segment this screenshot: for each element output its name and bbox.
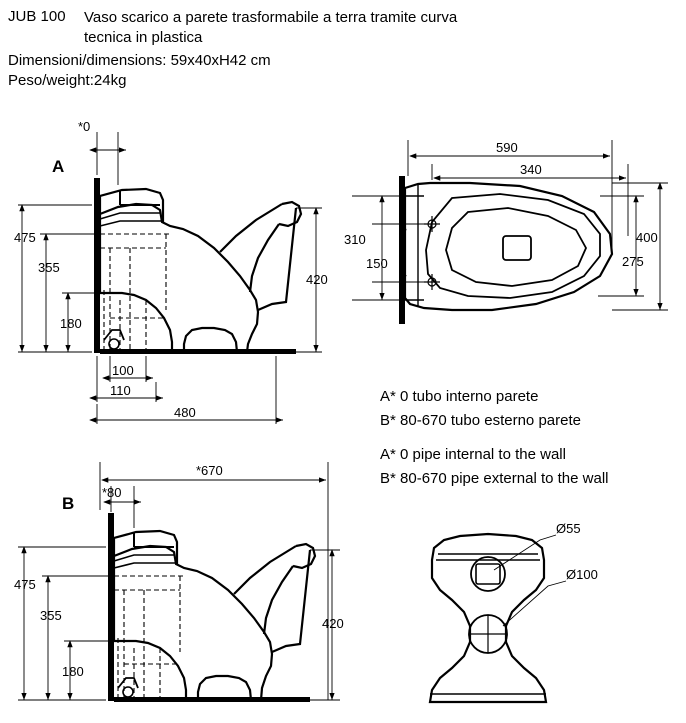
dim-label-670: *670 — [196, 463, 223, 478]
dim-label-110: 110 — [110, 383, 131, 398]
dim-b — [14, 462, 344, 700]
view-b-geometry — [108, 513, 315, 702]
dim-a-zero — [78, 119, 126, 185]
legend-it-b: B* 80-670 tubo esterno parete — [380, 412, 581, 429]
dim-label-420-a: 420 — [306, 272, 328, 287]
dim-label-590: 590 — [496, 140, 518, 155]
product-title: Vaso scarico a parete trasformabile a terra tramite curva tecnica in plastica — [84, 9, 458, 47]
dim-label-80: *80 — [102, 485, 122, 500]
view-rear-geometry — [430, 521, 598, 702]
dim-label-475-a: 475 — [14, 230, 36, 245]
dim-label-400: 400 — [636, 230, 658, 245]
dim-a-horizontals — [90, 356, 283, 424]
dim-label-275: 275 — [622, 254, 644, 269]
dim-label-100: 100 — [112, 363, 134, 378]
legend-en-b: B* 80-670 pipe external to the wall — [380, 470, 609, 487]
dim-label-150: 150 — [366, 256, 388, 271]
dim-label-310: 310 — [344, 232, 366, 247]
legend-en-a: A* 0 pipe internal to the wall — [380, 446, 566, 463]
product-dimensions: Dimensioni/dimensions: 59x40xH42 cm — [8, 52, 271, 69]
view-top-geometry — [399, 176, 612, 324]
view-label-b: B — [62, 494, 75, 513]
dim-label-475-b: 475 — [14, 577, 36, 592]
dim-label-355-a: 355 — [38, 260, 60, 275]
dim-label-180-a: 180 — [60, 316, 82, 331]
dim-label-zero: *0 — [78, 119, 91, 134]
product-weight: Peso/weight:24kg — [8, 72, 127, 89]
dim-label-180-b: 180 — [62, 664, 84, 679]
dim-label-dia55: Ø55 — [556, 521, 581, 536]
dim-label-355-b: 355 — [40, 608, 62, 623]
dim-label-340: 340 — [520, 162, 542, 177]
view-a-geometry — [94, 178, 301, 354]
dim-label-480: 480 — [174, 405, 196, 420]
view-label-a: A — [52, 157, 65, 176]
dim-label-dia100: Ø100 — [566, 567, 598, 582]
legend-it-a: A* 0 tubo interno parete — [380, 388, 539, 405]
dim-label-420-b: 420 — [322, 616, 344, 631]
product-code: JUB 100 — [8, 8, 66, 25]
